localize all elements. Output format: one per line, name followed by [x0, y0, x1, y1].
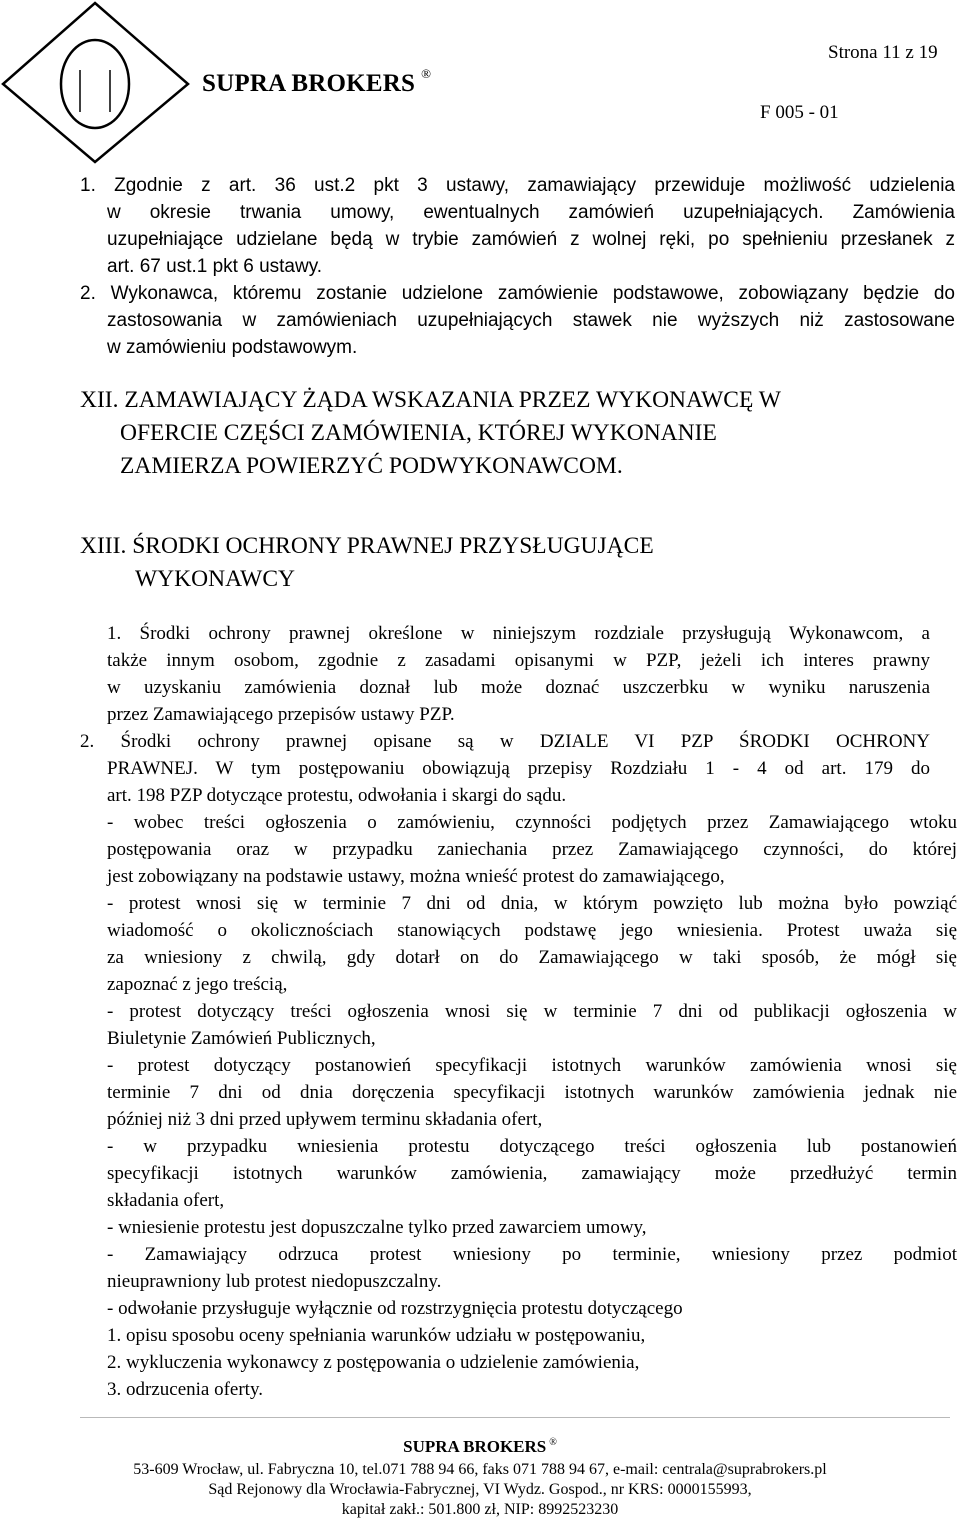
text-line: - Zamawiający odrzuca protest wniesiony po terminie, wniesiony przez podmiot [107, 1244, 957, 1265]
text-line: - protest dotyczący treści ogłoszenia wnosi się w terminie 7 dni od publikacji ogłoszenia w [107, 1001, 957, 1022]
text-line: art. 198 PZP dotyczące protestu, odwołania i skargi do sądu. [107, 785, 567, 806]
text-line: - wniesienie protestu jest dopuszczalne tylko przed zawarciem umowy, [107, 1217, 647, 1238]
text-line: - odwołanie przysługuje wyłącznie od rozstrzygnięcia protestu dotyczącego [107, 1298, 683, 1319]
text-line: 1. Środki ochrony prawnej określone w niniejszym rozdziale przysługują Wykonawcom, a [107, 623, 930, 644]
text-line: 2. wykluczenia wykonawcy z postępowania o udzielenie zamówienia, [107, 1352, 640, 1373]
footer-registered-mark: ® [549, 1437, 557, 1448]
heading-line: OFERCIE CZĘŚCI ZAMÓWIENIA, KTÓREJ WYKONANIE [120, 420, 717, 446]
text-line: uzupełniające udzielane będą w trybie zamówień z wolnej ręki, po spełnieniu przesłanek z [107, 229, 955, 250]
text-line: - w przypadku wniesienia protestu dotyczącego treści ogłoszenia lub postanowień [107, 1136, 957, 1157]
footer-brand-name: SUPRA BROKERS [403, 1437, 547, 1456]
text-line: art. 67 ust.1 pkt 6 ustawy. [107, 256, 323, 277]
text-line: także innym osobom, zgodnie z zasadami opisanymi w PZP, jeżeli ich interes prawny [107, 650, 930, 671]
text-line: - wobec treści ogłoszenia o zamówieniu, czynności podjętych przez Zamawiającego wtoku [107, 812, 957, 833]
heading-line: ZAMIERZA POWIERZYĆ PODWYKONAWCOM. [120, 453, 623, 479]
intro-item-2 [80, 280, 955, 361]
footer-capital-nip: kapitał zakł.: 501.800 zł, NIP: 8992523230 [341, 1501, 619, 1518]
text-line: 1. Zgodnie z art. 36 ust.2 pkt 3 ustawy, zamawiający przewiduje możliwość udzielenia [80, 175, 955, 196]
text-line: przez Zamawiającego przepisów ustawy PZP. [107, 704, 455, 725]
text-line: później niż 3 dni przed upływem terminu składania ofert, [107, 1109, 543, 1130]
heading-line: XIII. ŚRODKI OCHRONY PRAWNEJ PRZYSŁUGUJĄCE [80, 533, 654, 559]
text-line: w okresie trwania umowy, ewentualnych zamówień uzupełniających. Zamówienia [107, 202, 955, 223]
text-line: 3. odrzucenia oferty. [107, 1379, 263, 1400]
section-xiii-heading [80, 530, 654, 596]
footer-address: 53-609 Wrocław, ul. Fabryczna 10, tel.071 788 94 66, faks 071 788 94 67, e-mail: centrala@suprabrokers.pl [133, 1461, 827, 1478]
text-line: 2. Wykonawca, któremu zostanie udzielone zamówienie podstawowe, zobowiązany będzie do [80, 283, 955, 304]
footer-brand [0, 1437, 960, 1457]
text-line: PRAWNEJ. W tym postępowaniu obowiązują przepisy Rozdziału 1 - 4 od art. 179 do [107, 758, 930, 779]
brand-title [202, 66, 432, 98]
text-line: 1. opisu sposobu oceny spełniania warunków udziału w postępowaniu, [107, 1325, 646, 1346]
text-line: wiadomość o okolicznościach stanowiących podstawę jego wniesienia. Protest uważa się [107, 920, 957, 941]
text-line: 2. Środki ochrony prawnej opisane są w DZIALE VI PZP ŚRODKI OCHRONY [80, 731, 930, 752]
xiii-item-2 [80, 728, 930, 809]
intro-item-1 [80, 172, 955, 280]
company-logo [0, 0, 190, 165]
page-indicator: Strona 11 z 19 [828, 42, 938, 63]
text-line: w uzyskaniu zamówienia doznał lub może doznać uszczerbku w wyniku naruszenia [107, 677, 930, 698]
text-line: Biuletynie Zamówień Publicznych, [107, 1028, 376, 1049]
section-xii-heading [80, 384, 781, 483]
text-line: nieuprawniony lub protest niedopuszczalny. [107, 1271, 442, 1292]
document-code: F 005 - 01 [760, 102, 839, 123]
text-line: - protest wnosi się w terminie 7 dni od dnia, w którym powzięto lub można było powziąć [107, 893, 957, 914]
text-line: specyfikacji istotnych warunków zamówienia, zamawiający może przedłużyć termin [107, 1163, 957, 1184]
text-line: zapoznać z jego treścią, [107, 974, 288, 995]
text-line: jest zobowiązany na podstawie ustawy, można wnieść protest do zamawiającego, [107, 866, 725, 887]
xiii-item-1 [80, 620, 930, 728]
footer-court-registration: Sąd Rejonowy dla Wrocławia-Fabrycznej, VI Wydz. Gospod., nr KRS: 0000155993, [208, 1481, 752, 1498]
footer-divider [80, 1417, 950, 1418]
heading-line: WYKONAWCY [135, 566, 295, 592]
protest-details [107, 809, 957, 1403]
brand-name: SUPRA BROKERS [202, 70, 416, 97]
text-line: postępowania oraz w przypadku zaniechania przez Zamawiającego czynności, do której [107, 839, 957, 860]
heading-line: XII. ZAMAWIAJĄCY ŻĄDA WSKAZANIA PRZEZ WYKONAWCĘ W [80, 387, 781, 413]
registered-mark: ® [421, 66, 432, 81]
text-line: za wniesiony z chwilą, gdy dotarł on do Zamawiającego w taki sposób, że mógł się [107, 947, 957, 968]
text-line: składania ofert, [107, 1190, 225, 1211]
text-line: zastosowania w zamówieniach uzupełniających stawek nie wyższych niż zastosowane [107, 310, 955, 331]
text-line: - protest dotyczący postanowień specyfikacji istotnych warunków zamówienia wnosi się [107, 1055, 957, 1076]
text-line: w zamówieniu podstawowym. [107, 337, 358, 358]
text-line: terminie 7 dni od dnia doręczenia specyfikacji istotnych warunków zamówienia jednak nie [107, 1082, 957, 1103]
